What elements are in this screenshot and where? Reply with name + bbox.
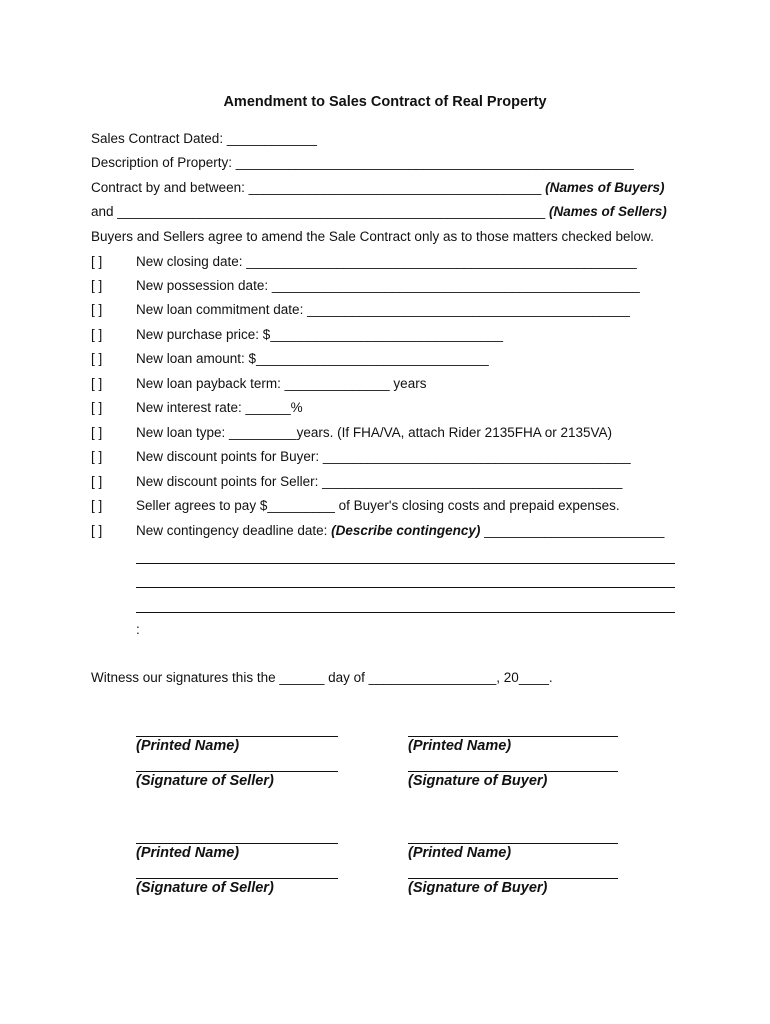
buyers-label: (Names of Buyers) (545, 180, 665, 195)
seller-signature-label: (Signature of Seller) (136, 773, 274, 789)
item-loan-payback-term: New loan payback term: ______________ years (136, 376, 427, 391)
checkbox[interactable]: [ ] (91, 302, 103, 317)
item-loan-type: New loan type: _________years. (If FHA/VA, attach Rider 2135FHA or 2135VA) (136, 425, 613, 440)
item-seller-closing-costs: Seller agrees to pay $_________ of Buyer's closing costs and prepaid expenses. (136, 498, 620, 513)
sellers-label: (Names of Sellers) (549, 204, 667, 219)
printed-name-label: (Printed Name) (136, 738, 240, 754)
checkbox[interactable]: [ ] (91, 327, 103, 342)
checkbox[interactable]: [ ] (91, 278, 103, 293)
contingency-blank-line (136, 612, 675, 613)
signature-line-buyer-2 (408, 878, 618, 879)
signature-line-buyer-1 (408, 771, 618, 772)
contingency-text: New contingency deadline date: (136, 523, 332, 538)
printed-name-label: (Printed Name) (408, 845, 512, 861)
checkbox[interactable]: [ ] (91, 474, 103, 489)
item-loan-commitment-date: New loan commitment date: ___________________________________________ (136, 302, 630, 317)
seller-signature-label: (Signature of Seller) (136, 880, 274, 896)
contract-dated-line: Sales Contract Dated: ____________ (91, 131, 317, 146)
item-contingency-deadline (136, 523, 664, 538)
contingency-blank: ________________________ (480, 523, 665, 538)
item-discount-points-seller: New discount points for Seller: ________________________________________ (136, 474, 623, 489)
witness-line: Witness our signatures this the ______ day of _________________, 20____. (91, 670, 553, 685)
contingency-blank-line (136, 587, 675, 588)
sellers-line (91, 204, 667, 219)
item-interest-rate: New interest rate: ______% (136, 400, 303, 415)
buyers-line-text: Contract by and between: _______________________________________ (91, 180, 546, 195)
item-possession-date: New possession date: _________________________________________________ (136, 278, 640, 293)
property-description-line: Description of Property: _____________________________________________________ (91, 155, 634, 170)
checkbox[interactable]: [ ] (91, 400, 103, 415)
printed-name-label: (Printed Name) (408, 738, 512, 754)
intro-line: Buyers and Sellers agree to amend the Sale Contract only as to those matters checked below. (91, 229, 654, 244)
document-title: Amendment to Sales Contract of Real Property (223, 94, 547, 110)
checkbox[interactable]: [ ] (91, 498, 103, 513)
buyer-signature-label: (Signature of Buyer) (408, 773, 548, 789)
item-discount-points-buyer: New discount points for Buyer: _________________________________________ (136, 449, 631, 464)
checkbox[interactable]: [ ] (91, 254, 103, 269)
checkbox[interactable]: [ ] (91, 351, 103, 366)
printed-name-line-seller-1 (136, 736, 338, 737)
item-purchase-price: New purchase price: $_______________________________ (136, 327, 504, 342)
item-loan-amount: New loan amount: $_______________________________ (136, 351, 489, 366)
colon-mark: : (136, 622, 140, 637)
printed-name-line-seller-2 (136, 843, 338, 844)
sellers-line-text: and _________________________________________________________ (91, 204, 549, 219)
printed-name-line-buyer-2 (408, 843, 618, 844)
contingency-label: (Describe contingency) (331, 523, 481, 538)
contingency-blank-line (136, 563, 675, 564)
printed-name-line-buyer-1 (408, 736, 618, 737)
checkbox[interactable]: [ ] (91, 376, 103, 391)
item-closing-date: New closing date: ____________________________________________________ (136, 254, 637, 269)
signature-line-seller-1 (136, 771, 338, 772)
signature-line-seller-2 (136, 878, 338, 879)
buyers-line (91, 180, 664, 195)
checkbox[interactable]: [ ] (91, 425, 103, 440)
checkbox[interactable]: [ ] (91, 449, 103, 464)
printed-name-label: (Printed Name) (136, 845, 240, 861)
buyer-signature-label: (Signature of Buyer) (408, 880, 548, 896)
checkbox[interactable]: [ ] (91, 523, 103, 538)
